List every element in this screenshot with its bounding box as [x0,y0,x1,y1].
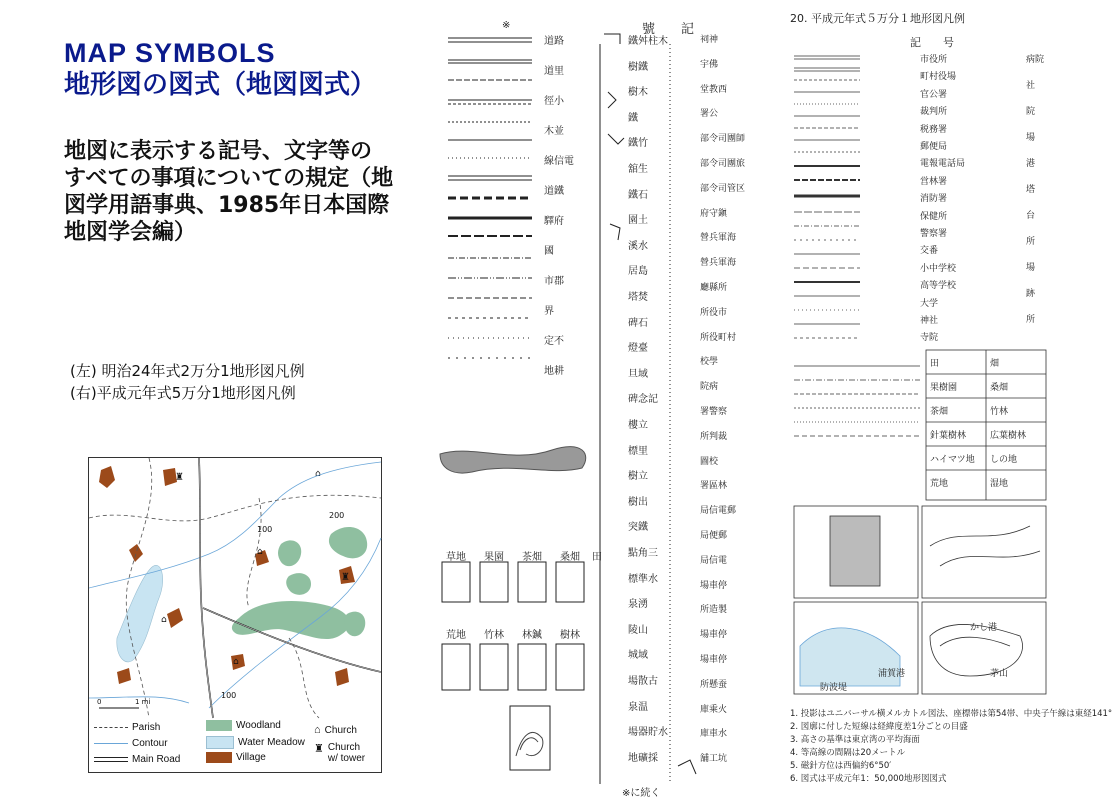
meiji-facility-label: 場車停 [700,630,728,641]
meiji-facility-label: 部令司團師 [700,134,746,145]
legend-church-label: Church [324,724,357,736]
heisei-facility-label: 大学 [920,298,939,309]
heisei-facility-label: 郵便局 [920,142,948,152]
meiji-landuse-label: 樹林 [560,630,580,641]
meiji-symbol-label: 樹出 [628,496,648,508]
main-road [199,458,213,718]
meiji-road-label: 定不 [544,336,564,347]
heisei-facility-suffix: 社 [1026,81,1036,91]
village-3 [129,544,143,562]
heisei-landuse-label: 田 [930,359,940,369]
meiji-facility-label: 局便郵 [700,531,728,541]
meiji-facility-label: 部令司團旅 [700,159,746,169]
parish-boundary [289,638,319,718]
legend-water-meadow [206,736,305,749]
heisei-facility-suffix: 場 [1026,133,1036,143]
heisei-landuse-label: 荒地 [930,479,949,489]
woodland-area-3 [278,540,301,566]
meiji-facility-label: 局信電郵 [700,506,737,517]
meiji-landuse-label: 田 [592,552,602,563]
meiji-landuse-label: 草地 [446,552,466,563]
heisei-facility-suffix: 病院 [1026,55,1045,65]
heisei-facility-label: 保健所 [920,211,948,222]
heisei-note-line: 4. 等高線の間隔は20メートル [790,748,906,758]
meiji-star: ※ [502,20,511,31]
meiji-landuse-label: 荒地 [446,630,466,641]
meiji-symbol-label: 城域 [628,650,648,662]
heisei-header: 20. 平成元年式５万分１地形図凡例 [790,12,965,25]
legend-main-road-label: Main Road [132,754,181,765]
meiji-symbol-label: 樹鐵 [628,61,648,73]
meiji-facility-label: 府守鎭 [700,208,728,219]
heisei-note-line: 1. 投影はユニバーサル横メルカトル図法、座標帯は第54帯、中央子午線は東経141° [790,709,1112,719]
note-right: (右)平成元年式5万分1地形図凡例 [70,384,296,402]
meiji-facility-label: 校學 [700,357,719,368]
heisei-facility-label: 小中学校 [920,263,957,274]
legend-water-meadow-label: Water Meadow [238,737,305,748]
meiji-symbol-label: 地礦採 [628,752,658,764]
heisei-landuse-label: 湿地 [990,479,1009,489]
meiji-road-label: 徑小 [544,96,564,107]
heisei-landuse-label: 広葉樹林 [990,431,1027,441]
heisei-facility-suffix: 港 [1026,159,1036,169]
map-legend [88,718,382,772]
woodland-area-4 [286,573,311,595]
meiji-facility-label: 所役市 [700,307,728,318]
meiji-symbol-label: 陵山 [628,624,648,636]
heisei-facility-label: 町村役場 [920,72,957,83]
meiji-facility-label: 營兵軍海 [700,258,737,269]
title-japanese: 地形図の図式（地図図式） [64,69,377,99]
title-english: MAP SYMBOLS [64,38,276,68]
meiji-symbol-label: 場散古 [628,676,658,687]
legend-woodland [206,720,281,731]
contour-label: 100 [221,691,237,700]
legend-parish [94,722,160,733]
meiji-road-label: 地耕 [544,366,564,377]
church-icon: ⌂ [233,657,239,667]
heisei-facility-label: 交番 [920,246,939,257]
meiji-symbol-label: 園土 [628,215,648,227]
contour-line [89,462,381,588]
meiji-symbol-label: 居島 [628,266,648,278]
meiji-facility-label: 庫乘火 [700,704,728,715]
legend-main-road [94,754,180,765]
meiji-road-label: 驛府 [544,216,564,227]
heisei-facility-label: 神社 [920,316,939,326]
meiji-footer: ※に続く [622,788,661,799]
village-1 [99,466,115,488]
heisei-facility-label: 寺院 [920,333,939,344]
heisei-sub: 記 号 [910,36,954,49]
heisei-facility-suffix: 所 [1026,237,1036,247]
scale-zero: 0 [97,698,102,706]
meiji-landuse-label: 林鍼 [522,630,542,641]
meiji-road-label: 道鐵 [544,186,564,197]
meiji-landuse-label: 茶畑 [522,552,542,563]
meiji-facility-label: 宇佛 [700,59,719,70]
meiji-facility-label: 廳縣所 [700,283,728,293]
scale-mile: 1 mi [135,698,151,706]
notes-block [70,360,305,404]
water-meadow-swatch [206,736,234,749]
village-4 [167,608,183,628]
church-tower-icon: ♜ [314,743,324,755]
description-text: 地図に表示する記号、文字等のすべての事項についての規定（地図学用語事典、1985年日本国際地図学会編） [64,139,394,245]
meiji-symbol-label: 碑石 [628,317,648,329]
parish-swatch [94,727,128,728]
meiji-symbol-label: 樹立 [628,471,648,483]
heisei-landuse-label: 果樹園 [930,383,958,393]
heisei-facility-label: 税務署 [920,124,948,135]
church-icon: ⌂ [315,469,321,479]
meiji-symbol-label: 舘生 [628,164,648,175]
meiji-facility-label: 營兵軍海 [700,233,737,244]
meiji-symbol-label: 鐵石 [628,189,648,201]
legend-village-label: Village [236,752,266,763]
sample-map-drawing [89,458,381,718]
meiji-road-label: 線信電 [544,156,574,167]
meiji-symbol-label: 鐵舛柱木 [628,36,668,47]
heisei-landuse-label: しの地 [990,455,1018,465]
heisei-note-line: 6. 図式は平成元年1：50,000地形図図式 [790,774,947,784]
heisei-note-line: 3. 高さの基準は東京湾の平均海面 [790,735,920,745]
meiji-facility-label: 署警察 [700,407,728,417]
meiji-road-label: 界 [544,306,554,317]
meiji-road-label: 國 [544,246,554,257]
legend-church-tower [314,742,370,764]
heisei-inset-label: 防波堤 [820,683,848,693]
heisei-inset-label: 茅山 [990,669,1009,679]
church-icon: ⌂ [257,547,263,557]
meiji-symbol-label: 鐵竹 [628,138,648,150]
church-icon: ⌂ [161,615,167,625]
legend-contour-label: Contour [132,738,168,749]
title-block [64,38,376,100]
meiji-symbol-label: 突鐵 [628,522,648,534]
heisei-facility-suffix: 塔 [1026,185,1036,195]
main-road-swatch [94,757,128,762]
meiji-symbol-label: 樓立 [628,420,648,431]
church-tower-icon: ♜ [341,572,350,583]
meiji-symbol-label: 溪水 [628,240,648,252]
village-9 [335,668,349,686]
legend-church [314,724,357,736]
heisei-facility-label: 電報電話局 [920,159,966,170]
meiji-symbol-label: 旦域 [628,368,648,380]
heisei-facility-label: 消防署 [920,194,948,205]
heisei-facility-suffix: 院 [1026,107,1036,117]
meiji-facility-label: 署區林 [700,481,728,492]
meiji-road-label: 道里 [544,66,564,77]
meiji-symbol-label: 標里 [628,445,648,457]
meiji-facility-label: 部令司管区 [700,183,746,194]
legend-woodland-label: Woodland [236,720,281,731]
heisei-landuse-label: 茶畑 [930,407,949,417]
meiji-facility-label: 院病 [700,382,719,393]
legend-parish-label: Parish [132,722,161,733]
church-icon: ♜ [175,472,184,483]
meiji-facility-label: 圖校 [700,456,719,467]
meiji-symbol-label: 鐵 [628,112,638,124]
heisei-landuse-label: ハイマツ地 [930,455,975,465]
heisei-facility-suffix: 台 [1026,211,1036,221]
heisei-note-line: 5. 磁針方位は西偏約6°50′ [790,761,892,771]
meiji-symbol-label: 點角三 [628,548,658,559]
meiji-facility-label: 所判裁 [700,431,728,442]
meiji-facility-label: 所懸蚕 [700,679,728,690]
heisei-facility-label: 警察署 [920,229,948,239]
heisei-note-line: 2. 図廓に付した短線は経緯度差1分ごとの目盛 [790,722,968,732]
meiji-symbol-label: 泉湧 [628,599,648,611]
heisei-landuse-label: 針葉樹林 [930,431,967,441]
meiji-facility-label: 場車停 [700,655,728,665]
heisei-landuse-label: 桑畑 [990,383,1009,393]
heisei-facility-label: 市役所 [920,55,948,65]
meiji-road-label: 市郡 [544,276,564,287]
meiji-road-label: 道路 [544,36,564,47]
meiji-landuse-label: 果園 [484,552,504,563]
meiji-landuse-label: 桑畑 [560,552,580,563]
meiji-landuse-label: 竹林 [484,630,504,641]
meiji-facility-label: 所造製 [700,605,728,616]
heisei-facility-suffix: 所 [1026,315,1036,325]
legend-contour [94,738,168,749]
meiji-symbol-label: 燈臺 [628,343,648,355]
heisei-notes [790,708,1112,786]
meiji-symbol-label: 樹木 [628,87,648,99]
heisei-landuse-label: 畑 [990,359,1000,369]
heisei-facility-label: 裁判所 [920,107,948,118]
meiji-road-label: 木並 [544,126,564,137]
contour-label: 200 [329,511,345,520]
heisei-inset-label: 浦賀港 [878,669,906,679]
meiji-facility-label: 庫車水 [700,729,728,740]
heisei-legend-panel [790,6,1112,792]
village-swatch [206,752,232,763]
meiji-facility-label: 舗工坑 [700,754,728,765]
woodland-area-2 [329,527,367,558]
meiji-symbol-label: 塔焚 [628,292,648,303]
meiji-facility-label: 署公 [700,109,719,120]
legend-village [206,752,266,763]
village-8 [117,668,131,684]
meiji-symbol-label: 泉温 [628,701,648,713]
meiji-symbol-label: 場器貯水 [628,727,668,739]
meiji-facility-label: 堂教西 [700,84,728,95]
meiji-facility-label: 場車停 [700,580,728,591]
meiji-facility-label: 所役町村 [700,332,737,343]
meiji-symbol-label: 碑念記 [628,394,658,406]
meiji-legend-panel [432,14,772,799]
heisei-facility-label: 官公署 [920,89,948,100]
contour-label: 100 [257,525,273,534]
note-left: (左) 明治24年式2万分1地形図凡例 [70,362,305,380]
heisei-facility-suffix: 場 [1026,263,1036,273]
contour-swatch [94,743,128,744]
legend-church-tower-label: Church w/ tower [327,742,366,764]
heisei-inset-label: かし港 [970,623,998,633]
church-icon: ⌂ [314,724,321,736]
meiji-facility-label: 祠神 [700,35,719,45]
meiji-facility-label: 局信電 [700,555,728,566]
meiji-symbol-label: 標準水 [628,573,658,585]
heisei-facility-label: 高等学校 [920,281,957,292]
meiji-header: 號 記 [642,22,695,37]
heisei-facility-label: 営林署 [920,176,948,187]
heisei-landuse-label: 竹林 [990,407,1009,417]
woodland-swatch [206,720,232,731]
heisei-facility-suffix: 跡 [1026,289,1036,299]
woodland-area-5 [344,612,365,637]
woodland-area-1 [232,601,350,639]
